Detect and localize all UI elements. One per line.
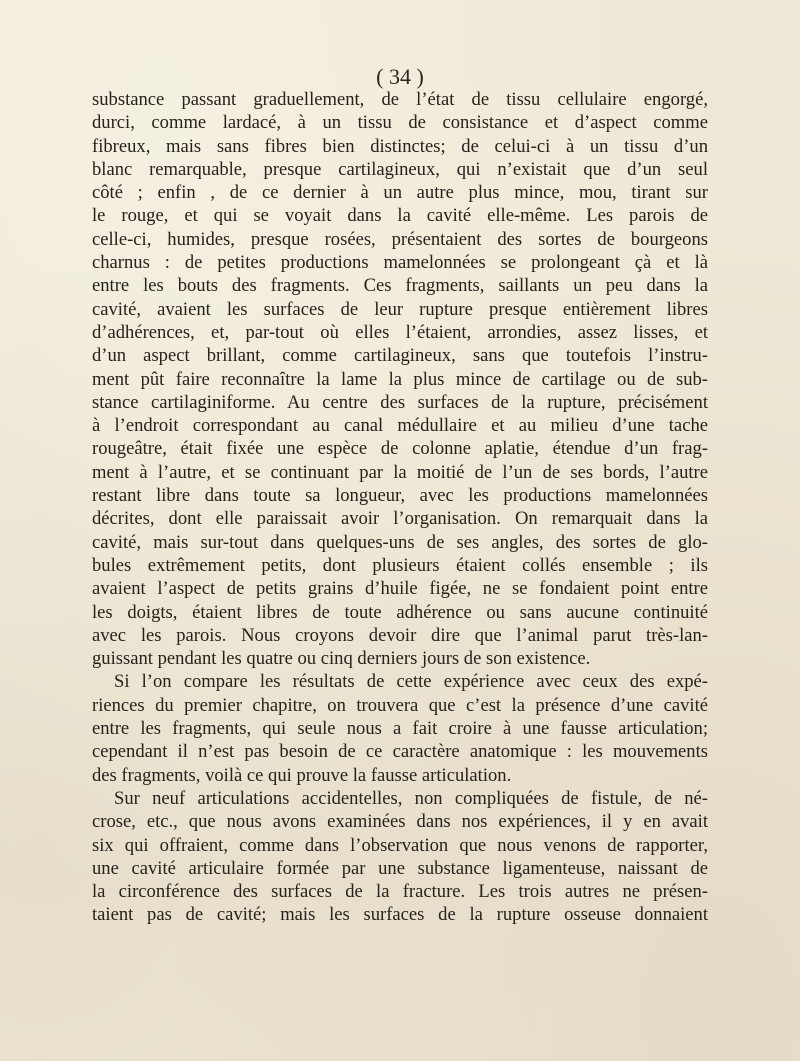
text-line: guissant pendant les quatre ou cinq derniers jours de son existence. (92, 648, 591, 670)
text-line: cavité, mais sur-tout dans quelques-uns de ses angles, des sortes de glo- (92, 531, 708, 553)
text-line: cavité, avaient les surfaces de leur rupture presque entièrement libres (92, 298, 708, 320)
text-line: avec les parois. Nous croyons devoir dire que l’animal parut très-lan- (92, 624, 708, 646)
text-line: d’adhérences, et, par-tout où elles l’étaient, arrondies, assez lisses, et (92, 321, 708, 343)
text-line: les doigts, étaient libres de toute adhérence ou sans aucune continuité (92, 601, 708, 623)
text-line: le rouge, et qui se voyait dans la cavité elle-même. Les parois de (92, 205, 708, 227)
text-line: fibreux, mais sans fibres bien distinctes; de celui-ci à un tissu d’un (92, 135, 708, 157)
text-line: rougeâtre, était fixée une espèce de colonne aplatie, étendue d’un frag- (92, 438, 708, 460)
text-line: substance passant graduellement, de l’état de tissu cellulaire engorgé, (92, 89, 708, 110)
text-line: crose, etc., que nous avons examinées dans nos expériences, il y en avait (92, 811, 708, 833)
text-line: d’un aspect brillant, comme cartilagineux, sans que toutefois l’instru- (92, 345, 708, 367)
page-number: ( 34 ) (376, 64, 424, 89)
text-line: la circonférence des surfaces de la fracture. Les trois autres ne présen- (92, 881, 708, 903)
text-line: une cavité articulaire formée par une substance ligamenteuse, naissant de (92, 857, 708, 879)
text-line: Si l’on compare les résultats de cette expérience avec ceux des expé- (114, 671, 708, 693)
paragraph (92, 670, 708, 786)
text-line: cependant il n’est pas besoin de ce caractère anatomique : les mouvements (92, 741, 708, 763)
text-line: taient pas de cavité; mais les surfaces de la rupture osseuse donnaient (92, 904, 708, 926)
text-line: côté ; enfin , de ce dernier à un autre plus mince, mou, tirant sur (92, 182, 708, 204)
text-line: restant libre dans toute sa longueur, avec les productions mamelonnées (92, 485, 708, 507)
text-line: ment pût faire reconnaître la lame la plus mince de cartilage ou de sub- (92, 368, 708, 390)
text-line: durci, comme lardacé, à un tissu de consistance et d’aspect comme (92, 112, 708, 134)
text-line: stance cartilaginiforme. Au centre des surfaces de la rupture, précisément (92, 391, 708, 413)
text-line: bules extrêmement petits, dont plusieurs étaient collés ensemble ; ils (92, 554, 708, 576)
text-line: ment à l’autre, et se continuant par la moitié de l’un de ses bords, l’autre (92, 461, 708, 483)
text-line: décrites, dont elle paraissait avoir l’organisation. On remarquait dans la (92, 508, 708, 530)
text-line: à l’endroit correspondant au canal médullaire et au milieu d’une tache (92, 415, 708, 437)
text-line: riences du premier chapitre, on trouvera que c’est la présence d’une cavité (92, 694, 708, 716)
paragraph (92, 88, 708, 670)
text-line: blanc remarquable, presque cartilagineux, qui n’existait que d’un seul (92, 158, 708, 180)
text-line: celle-ci, humides, presque rosées, présentaient des sortes de bourgeons (92, 228, 708, 250)
paragraph (92, 787, 708, 927)
text-line: entre les bouts des fragments. Ces fragments, saillants un peu dans la (92, 275, 708, 297)
body-text (92, 88, 708, 927)
text-line: Sur neuf articulations accidentelles, non compliquées de fistule, de né- (114, 787, 708, 809)
text-line: entre les fragments, qui seule nous a fait croire à une fausse articulation; (92, 718, 708, 740)
text-line: avaient l’aspect de petits grains d’huile figée, ne se fondaient point entre (92, 578, 708, 600)
text-line: charnus : de petites productions mamelonnées se prolongeant çà et là (92, 252, 708, 274)
text-line: des fragments, voilà ce qui prouve la fausse articulation. (92, 764, 512, 786)
text-line: six qui offraient, comme dans l’observation que nous venons de rapporter, (92, 834, 708, 856)
